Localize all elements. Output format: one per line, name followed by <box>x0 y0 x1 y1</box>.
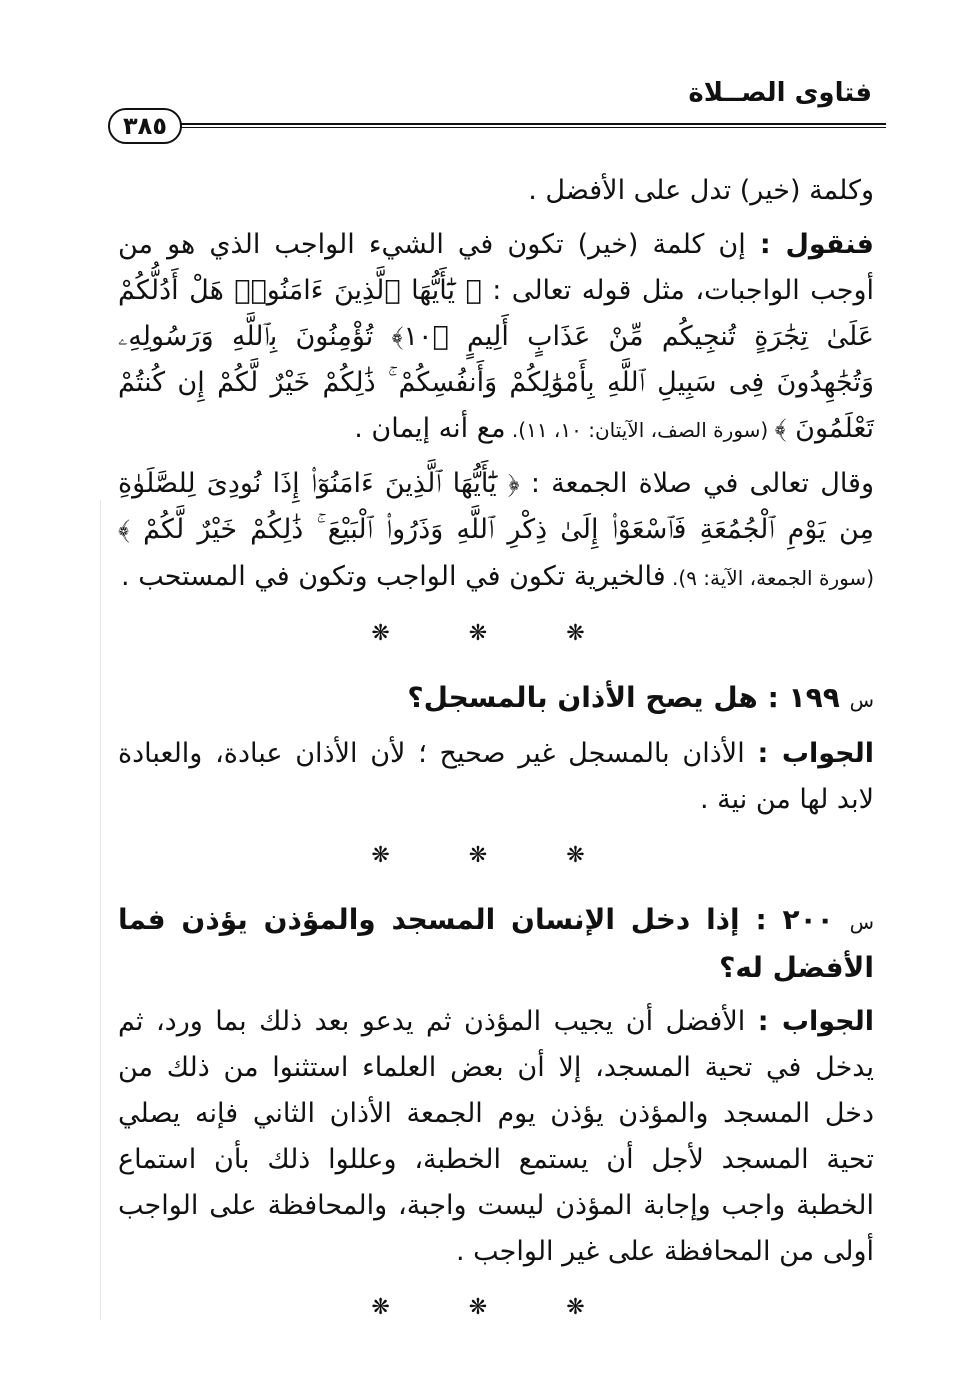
question-marker: س <box>849 910 875 934</box>
paragraph-2-text: إن كلمة (خير) تكون في الشيء الواجب الذي هو من أوجب الواجبات، مثل قوله تعالى : <box>118 229 874 306</box>
answer-200 <box>118 999 874 1275</box>
question-200-title: ٢٠٠ : إذا دخل الإنسان المسجد والمؤذن يؤذن فما الأفضل له؟ <box>118 903 874 984</box>
paragraph-1: وكلمة (خير) تدل على الأفضل . <box>528 175 874 206</box>
header-rule <box>175 123 886 128</box>
paragraph-2-end: مع أنه إيمان . <box>354 413 506 444</box>
scan-artifact-line <box>100 500 101 1320</box>
answer-199-text: الأذان بالمسجل غير صحيح ؛ لأن الأذان عبادة، والعبادة لابد لها من نية . <box>118 738 874 815</box>
paragraph-3-end: فالخيرية تكون في الواجب وتكون في المستحب . <box>121 561 666 592</box>
question-marker: س <box>849 688 874 712</box>
section-separator-1: ❋ ❋ ❋ <box>371 621 621 646</box>
paragraph-3-text: وقال تعالى في صلاة الجمعة : <box>519 468 874 499</box>
quran-verse-saff: ﴿ يَٰٓأَيُّهَا ٱلَّذِينَ ءَامَنُوا۟ هَلْ أَدُلُّكُمْ عَلَىٰ تِجَٰرَةٍ تُنجِيكُم مِّنْ عَذَابٍ أَلِيمٍ ﴿١٠﴾ تُؤْمِنُونَ بِٱللَّهِ وَرَسُولِهِۦ وَتُجَٰهِدُونَ فِى سَبِيلِ ٱللَّهِ بِأَمْوَٰلِكُمْ وَأَنفُسِكُمْ ۚ ذَٰلِكُمْ خَيْرٌ لَّكُمْ إِن كُنتُمْ تَعْلَمُونَ ﴾ <box>118 275 874 444</box>
answer-199-lead: الجواب : <box>757 738 874 769</box>
paragraph-2-lead: فنقول : <box>759 229 874 260</box>
question-200-heading <box>118 897 874 991</box>
verse-reference-jumuah: (سورة الجمعة، الآية: ٩). <box>665 566 874 590</box>
answer-200-lead: الجواب : <box>757 1006 874 1037</box>
verse-reference-saff: (سورة الصف، الآيتان: ١٠، ١١). <box>505 418 775 442</box>
paragraph-2 <box>118 222 874 453</box>
answer-200-text: الأفضل أن يجيب المؤذن ثم يدعو بعد ذلك بما ورد، ثم يدخل في تحية المسجد، إلا أن بعض العلماء استثنوا من ذلك من دخل المسجد والمؤذن يؤذن يوم الجمعة الأذان الثاني فإنه يصلي تحية المسجد لأجل أن يستمع الخطبة، وعللوا ذلك بأن استماع الخطبة واجب وإجابة المؤذن ليست واجبة، والمحافظة على الواجب أولى من المحافظة على غير الواجب . <box>118 1006 874 1267</box>
quran-verse-jumuah: ﴿ يَٰٓأَيُّهَا ٱلَّذِينَ ءَامَنُوٓا۟ إِذَا نُودِىَ لِلصَّلَوٰةِ مِن يَوْمِ ٱلْجُمُعَةِ فَٱسْعَوْا۟ إِلَىٰ ذِكْرِ ٱللَّهِ وَذَرُوا۟ ٱلْبَيْعَ ۚ ذَٰلِكُمْ خَيْرٌ لَّكُمْ ﴾ <box>118 468 874 545</box>
question-199-title: ١٩٩ : هل يصح الأذان بالمسجل؟ <box>407 681 840 714</box>
question-199-heading <box>118 675 874 723</box>
page-body <box>118 168 874 1349</box>
section-separator-2: ❋ ❋ ❋ <box>371 843 621 868</box>
answer-199 <box>118 731 874 823</box>
running-header-title: فتاوى الصــلاة <box>688 78 872 108</box>
page-number: ٣٨٥ <box>108 108 182 144</box>
section-separator-3: ❋ ❋ ❋ <box>371 1295 621 1320</box>
paragraph-3 <box>118 461 874 601</box>
